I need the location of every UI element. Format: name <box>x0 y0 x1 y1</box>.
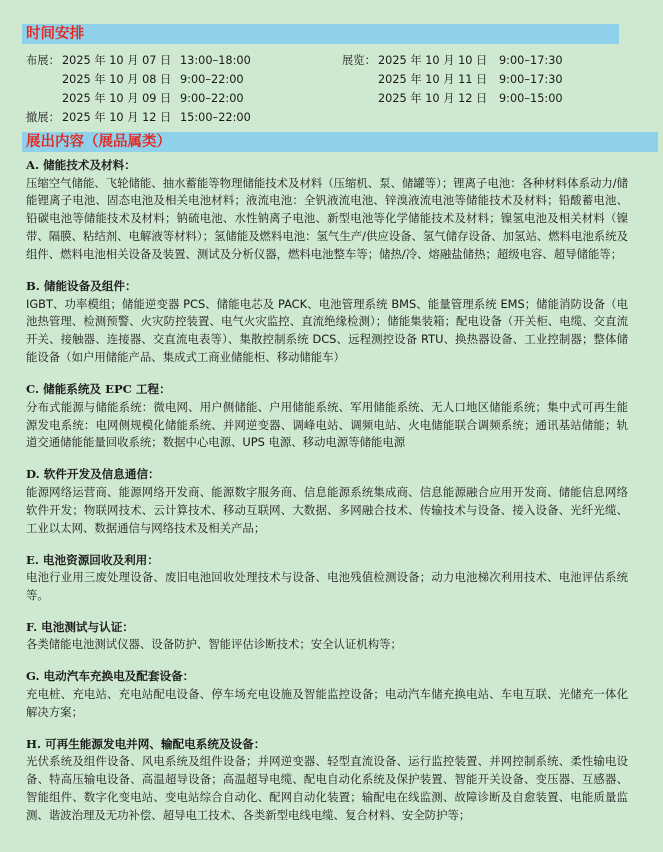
category-f <box>26 619 628 654</box>
exhibits-section-title: 展出内容（展品属类） <box>22 132 658 152</box>
category-b <box>26 278 628 367</box>
category-a <box>26 157 628 264</box>
category-title: F. 电池测试与认证： <box>26 619 134 634</box>
category-title: B. 储能设备及组件： <box>26 279 137 294</box>
category-title: G. 电动汽车充换电及配套设备： <box>26 669 195 684</box>
category-title: H. 可再生能源发电并网、输配电系统及设备： <box>26 736 266 751</box>
category-body: 光伏系统及组件设备、风电系统及组件设备；并网逆变器、轻型直流设备、运行监控装置、并网控制系统、柔性输电设备、特高压输电设备、高温超导设备；高温超导电缆、配电自动化系统及保护装置、智能开关设备、变压器、互感器、智能组件、数字化变电站、变电站综合自动化、配网自动化装置；输配电在线监测、故障诊断及自愈装置、电能质量监测、谐波治理及无功补偿、超导电工技术、各类新型电线电缆、复合材料、安全防护等； <box>26 754 628 822</box>
category-g <box>26 668 628 721</box>
setup-date: 2025 年 10 月 09 日 <box>62 92 172 105</box>
exhibit-categories <box>26 157 628 839</box>
category-title: D. 软件开发及信息通信： <box>26 467 160 482</box>
category-body: IGBT、功率模组；储能逆变器 PCS、储能电芯及 PACK、电池管理系统 BMS、能量管理系统 EMS；储能消防设备（电池热管理、检测预警、火灾防控装置、电气火灾监控、直流绝缘检测）；储能集装箱；配电设备（开关柜、电缆、交直流开关、接触器、连接器、交直流电表等）、集散控制系统 DCS、远程测控设备 RTU、换热器设备、工业控制器；整体储能设备（如户用储能产品、集成式工商业储能柜、移动储能车） <box>26 296 628 365</box>
category-h <box>26 736 628 825</box>
exhibit-time: 9:00–15:00 <box>499 92 563 105</box>
exhibit-date: 2025 年 10 月 11 日 <box>378 73 488 86</box>
category-body: 电池行业用三废处理设备、废旧电池回收处理技术与设备、电池残值检测设备；动力电池梯次利用技术、电池评估系统等。 <box>26 570 628 602</box>
category-title: E. 电池资源回收及利用： <box>26 552 159 567</box>
category-e <box>26 552 628 605</box>
setup-label: 布展： <box>26 54 60 67</box>
setup-time: 9:00–22:00 <box>180 73 244 86</box>
category-body: 分布式能源与储能系统：微电网、用户侧储能、户用储能系统、军用储能系统、无人口地区储能系统；集中式可再生能源发电系统：电网侧规模化储能系统、并网逆变器、调峰电站、调频电站、火电储能联合调频系统；通讯基站储能；轨道交通储能能量回收系统；数据中心电源、UPS 电源、移动电源等储能电源 <box>26 399 628 450</box>
exhibit-time: 9:00–17:30 <box>499 54 563 67</box>
category-body: 充电桩、充电站、充电站配电设备、停车场充电设施及智能监控设备；电动汽车储充换电站、车电互联、光储充一体化解决方案； <box>26 686 628 719</box>
setup-date: 2025 年 10 月 08 日 <box>62 73 172 86</box>
schedule-section-title: 时间安排 <box>22 24 619 44</box>
category-body: 压缩空气储能、飞轮储能、抽水蓄能等物理储能技术及材料（压缩机、泵、储罐等）；锂离子电池：各种材料体系动力/储能锂离子电池、固态电池及相关电池材料；液流电池：全钒液流电池、锌溴液流电池等储能技术及材料；铅酸蓄电池、铅碳电池等储能技术及材料；钠硫电池、水性钠离子电池、新型电池等化学储能技术及材料；镍氢电池及相关材料（镍带、隔膜、粘结剂、电解液等材料）；氢储能及燃料电池：氢气生产/供应设备、氢气储存设备、加氢站、燃料电池系统及组件、燃料电池相关设备及装置、测试及分析仪器，燃料电池整车等；储热/冷、熔融盐储热；超级电容、超导储能等； <box>26 175 628 262</box>
category-c <box>26 381 628 452</box>
setup-date: 2025 年 10 月 07 日 <box>62 54 172 67</box>
setup-row-1 <box>26 54 251 68</box>
category-body: 能源网络运营商、能源网络开发商、能源数字服务商、信息能源系统集成商、信息能源融合应用开发商、储能信息网络软件开发；物联网技术、云计算技术、移动互联网、大数据、多网融合技术、传输技术与设备、接入设备、光纤光缆、工业以太网、数据通信与网络技术及相关产品； <box>26 484 628 535</box>
teardown-label: 撤展： <box>26 111 60 124</box>
teardown-row <box>26 111 251 125</box>
exhibit-time: 9:00–17:30 <box>499 73 563 86</box>
category-title: C. 储能系统及 EPC 工程： <box>26 382 171 397</box>
exhibit-row-2 <box>342 73 563 87</box>
category-d <box>26 466 628 537</box>
exhibit-row-1 <box>342 54 563 68</box>
teardown-time: 15:00–22:00 <box>180 111 251 124</box>
category-title: A. 储能技术及材料： <box>26 158 136 172</box>
setup-row-2 <box>26 73 244 87</box>
exhibit-row-3 <box>342 92 563 106</box>
setup-time: 13:00–18:00 <box>180 54 251 67</box>
setup-row-3 <box>26 92 244 106</box>
exhibit-label: 展览： <box>342 54 376 67</box>
setup-time: 9:00–22:00 <box>180 92 244 105</box>
category-body: 各类储能电池测试仪器、设备防护、智能评估诊断技术；安全认证机构等； <box>26 637 402 652</box>
teardown-date: 2025 年 10 月 12 日 <box>62 111 172 124</box>
exhibit-date: 2025 年 10 月 10 日 <box>378 54 488 67</box>
exhibit-date: 2025 年 10 月 12 日 <box>378 92 488 105</box>
